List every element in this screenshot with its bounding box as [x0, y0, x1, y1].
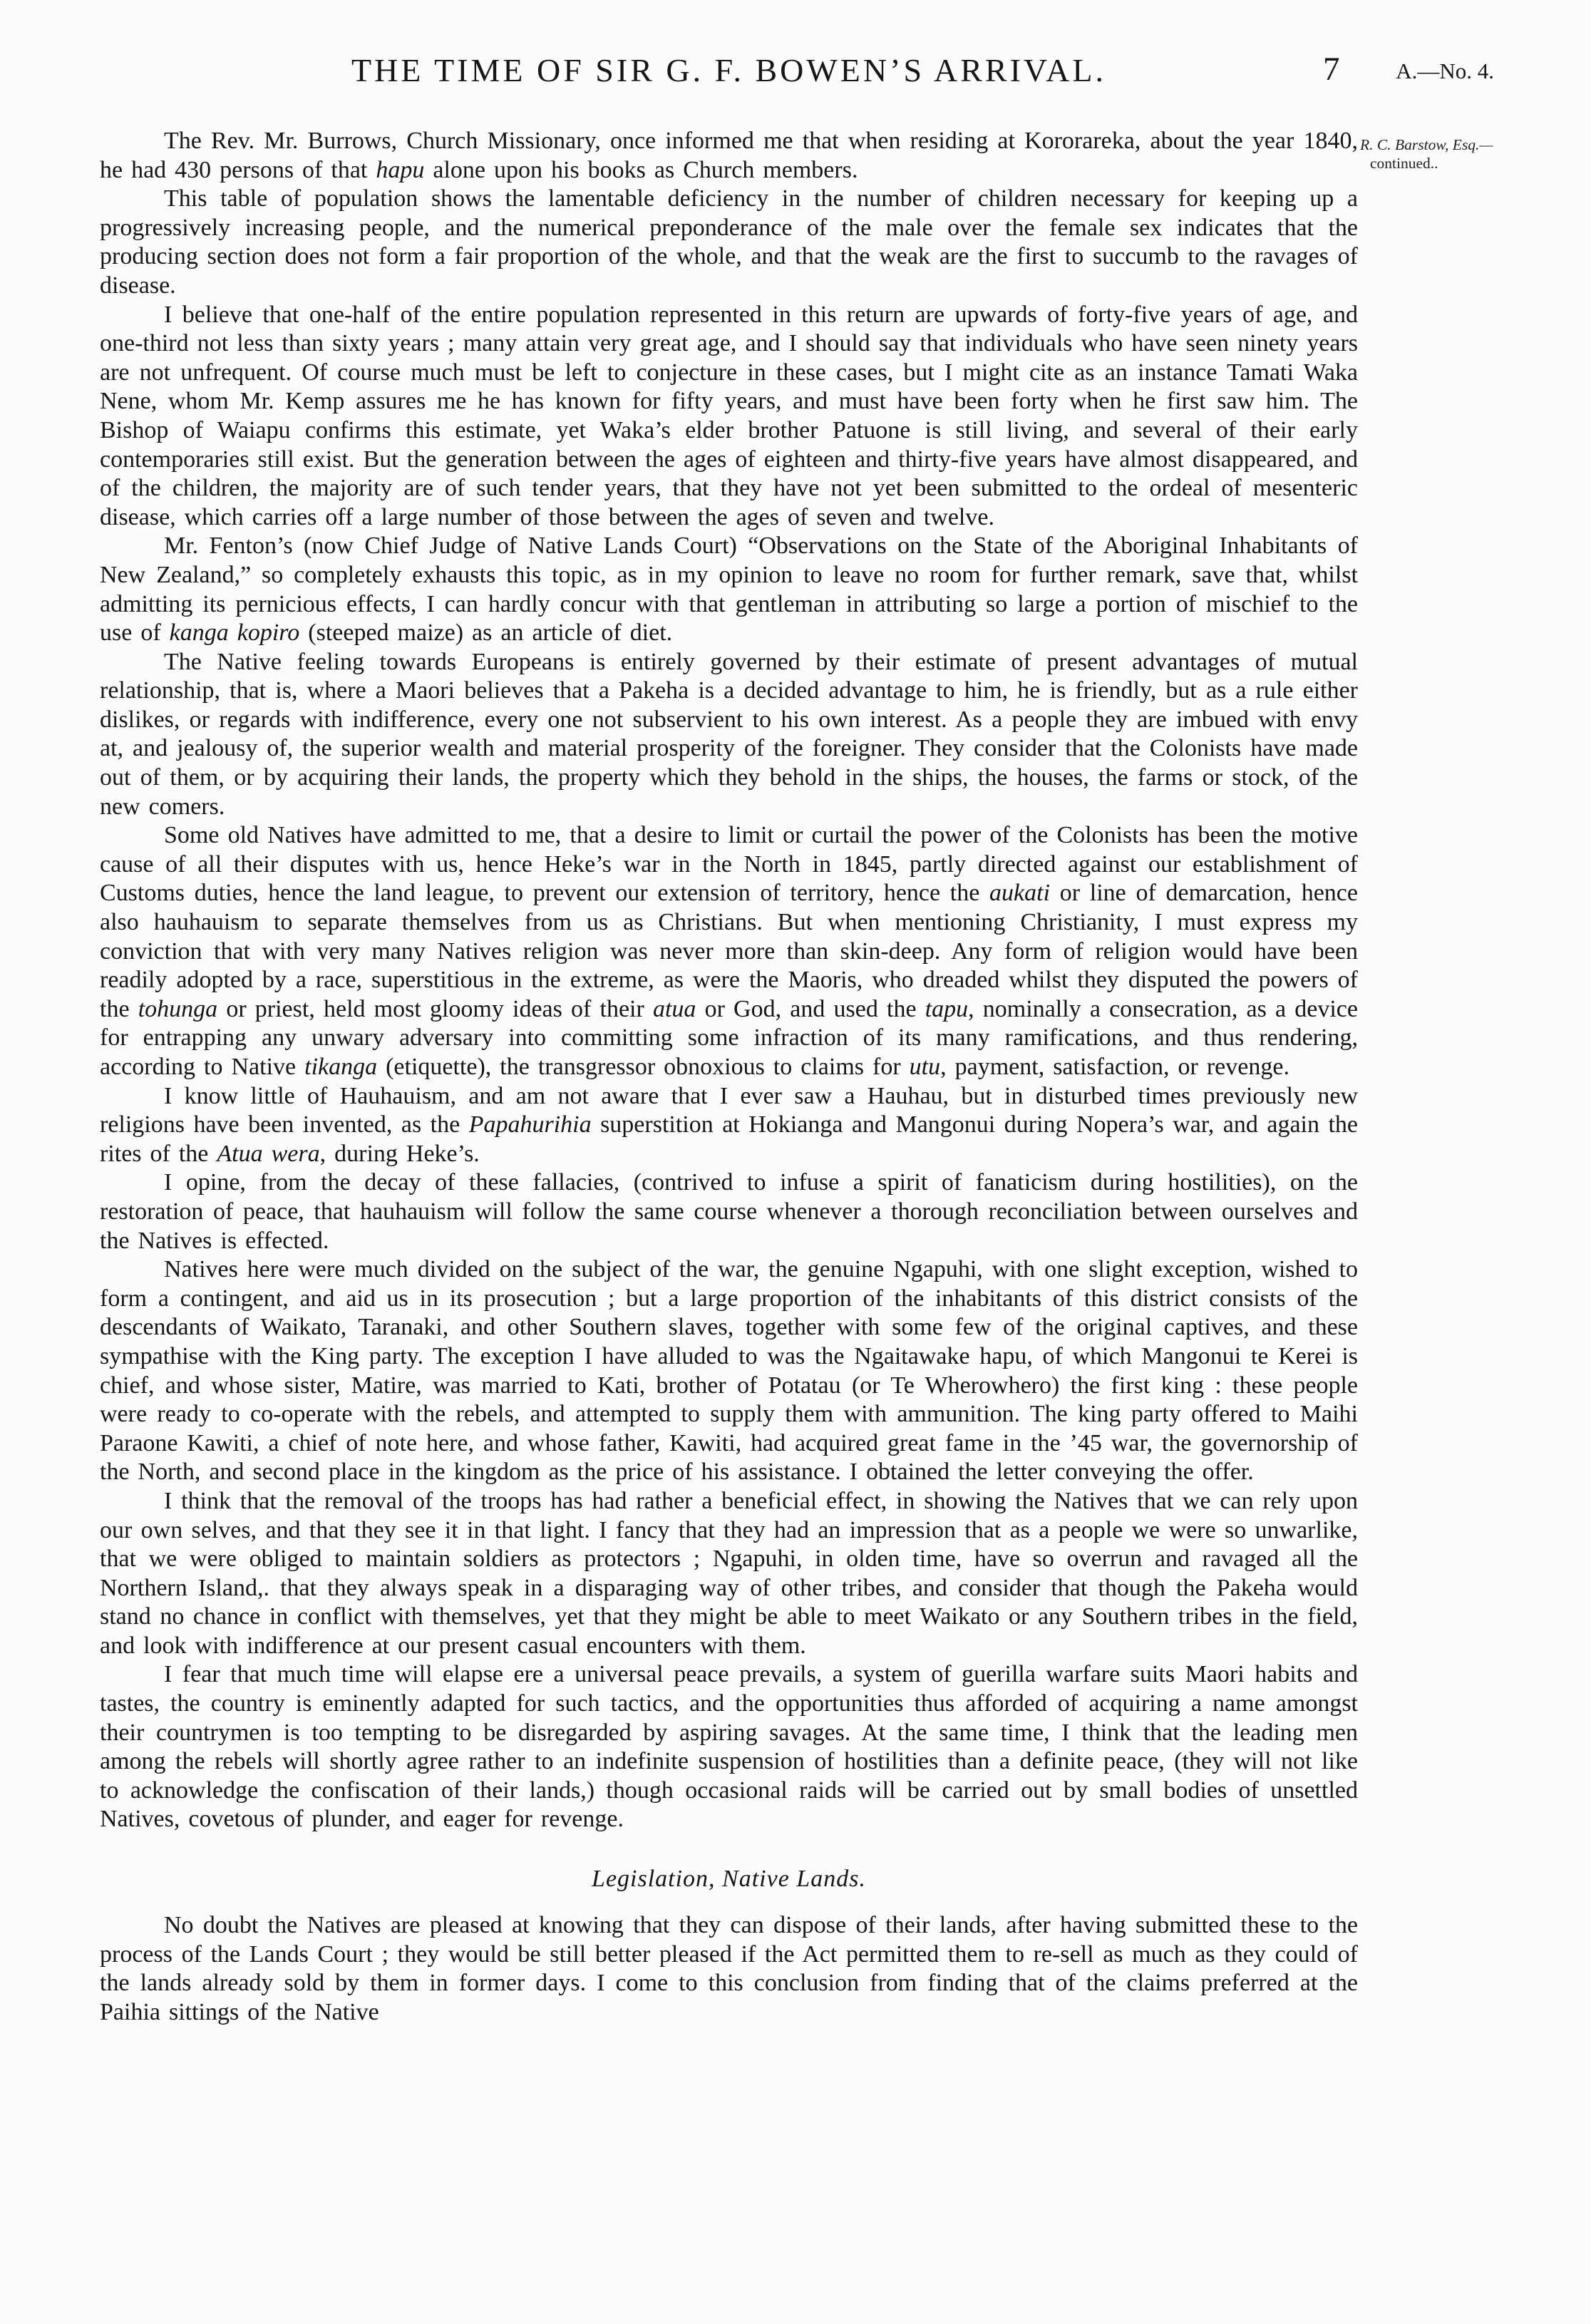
- paragraph: [100, 1082, 1358, 1169]
- italic-term: utu: [909, 1054, 941, 1080]
- text-run: I think that the removal of the troops has had rather a beneficial effect, in showing the Natives that we can rely upon our own selves, and that they see it in that light. I fancy that they had an impression that as a people we were so unwarlike, that we were obliged to maintain soldiers as protectors ; Ngapuhi, in olden time, have so overrun and ravaged all the Northern Island,. that they always speak in a disparaging way of other tribes, and consider that though the Pakeha would stand no chance in conflict with themselves, yet that they might be able to meet Waikato or any Southern tribes in the field, and look with indifference at our present casual encounters with them.: [100, 1487, 1358, 1659]
- doc-ref: A.—No. 4.: [1396, 58, 1494, 83]
- text-run: superstition at Hokianga and Mangonui during Nopera’s war, and again the rites of the: [100, 1111, 1359, 1167]
- margin-note-continued: continued..: [1370, 155, 1438, 172]
- page-number: 7: [1323, 51, 1340, 88]
- italic-term: Papahurihia: [468, 1111, 592, 1138]
- page-title: THE TIME OF SIR G. F. BOWEN’S ARRIVAL.: [351, 52, 1107, 88]
- paragraph: [100, 1168, 1358, 1255]
- text-run: or God, and used the: [696, 995, 925, 1022]
- paragraph: [100, 532, 1358, 647]
- text-run: or priest, held most gloomy ideas of their: [217, 995, 653, 1022]
- text-run: I believe that one-half of the entire population represented in this return are upwards of forty-five years of age, and one-third not less than sixty years ; many attain very great age, and I should say that individuals who have seen ninety years are not unfrequent. Of course much must be left to conjecture in these cases, but I might cite as an instance Tamati Waka Nene, whom Mr. Kemp assures me he has known for fifty years, and must have been forty when he first saw him. The Bishop of Waiapu confirms this estimate, yet Waka’s elder brother Patuone is still living, and several of their early contemporaries still exist. But the generation between the ages of eighteen and thirty-five years have almost disappeared, and of the children, the majority are of such tender years, that they have not yet been submitted to the ordeal of mesenteric disease, which carries off a large number of those between the ages of seven and twelve.: [100, 301, 1358, 530]
- text-run: I fear that much time will elapse ere a universal peace prevails, a system of guerilla warfare suits Maori habits and tastes, the country is eminently adapted for such tactics, and the opportunities thus afforded of acquiring a name amongst their countrymen is too tempting to be disregarded by aspiring savages. At the same time, I think that the leading men among the rebels will shortly agree rather to an indefinite suspension of hostilities than a definite peace, (they will not like to acknowledge the confiscation of their lands,) though occasional raids will be carried out by small bodies of unsettled Natives, covetous of plunder, and eager for revenge.: [100, 1661, 1358, 1833]
- paragraph: [100, 648, 1358, 822]
- italic-term: tapu: [925, 995, 969, 1022]
- italic-term: Atua wera: [217, 1140, 320, 1167]
- paragraph: [100, 1255, 1358, 1487]
- paragraph: [100, 301, 1358, 533]
- paragraph: [100, 1487, 1358, 1661]
- text-run: Natives here were much divided on the subject of the war, the genuine Ngapuhi, with one slight exception, wished to form a contingent, and aid us in its prosecution ; but a large proportion of the inhabitants of this district consists of the descendants of Waikato, Taranaki, and other Southern slaves, together with some few of the original captives, and these sympathise with the King party. The exception I have alluded to was the Ngaitawake hapu, of which Mangonui te Kerei is chief, and whose sister, Matire, was married to Kati, brother of Potatau (or Te Wherowhero) the first king : these people were ready to co-operate with the rebels, and attempted to supply them with ammunition. The king party offered to Maihi Paraone Kawiti, a chief of note here, and whose father, Kawiti, had acquired great fame in the ’45 war, the governorship of the North, and second place in the kingdom as the price of his assistance. I obtained the letter conveying the offer.: [100, 1256, 1358, 1486]
- text-run: , payment, satisfaction, or revenge.: [940, 1054, 1289, 1080]
- text-run: Some old Natives have admitted to me, that a desire to limit or curtail the power of the Colonists has been the motive cause of all their disputes with us, hence Heke’s war in the North in 1845, partly directed against our establishment of Customs duties, hence the land league, to prevent our extension of territory, hence the: [100, 822, 1358, 907]
- text-run: Mr. Fenton’s (now Chief Judge of Native Lands Court) “Observations on the State of the Aboriginal Inhabitants of New Zealand,” so completely exhausts this topic, as in my opinion to leave no room for further remark, save that, whilst admitting its pernicious effects, I can hardly concur with that gentleman in attributing so large a portion of mischief to the use of: [100, 533, 1358, 647]
- text-run: (etiquette), the transgressor obnoxious to claims for: [377, 1054, 910, 1080]
- text-run: The Rev. Mr. Burrows, Church Missionary, once informed me that when residing at Kororareka, about the year 1840, he had 430 persons of that: [100, 128, 1358, 183]
- paragraph: [100, 1911, 1358, 2027]
- italic-term: tohunga: [138, 995, 218, 1022]
- text-run: I know little of Hauhauism, and am not aware that I ever saw a Hauhau, but in disturbed times previously new religions have been invented, as the: [100, 1082, 1358, 1138]
- text-run: No doubt the Natives are pleased at knowing that they can dispose of their lands, after having submitted these to the process of the Lands Court ; they would be still better pleased if the Act permitted them to re-sell as much as they could of the lands already sold by them in former days. I come to this conclusion from finding that of the claims preferred at the Paihia sittings of the Native: [100, 1912, 1358, 2025]
- text-run: , during Heke’s.: [319, 1140, 480, 1167]
- italic-term: atua: [652, 995, 696, 1022]
- text-run: (steeped maize) as an article of diet.: [299, 619, 673, 647]
- body-text: [100, 127, 1358, 2027]
- text-run: or line of demarcation, hence also hauhauism to separate themselves from us as Christians. But when mentioning Christianity, I must express my conviction that with very many Natives religion was never more than skin-deep. Any form of religion would have been readily adopted by a race, superstitious in the extreme, as were the Maoris, who dreaded whilst they disputed the powers of the: [100, 880, 1358, 1022]
- margin-note-name: R. C. Barstow, Esq.—: [1360, 136, 1493, 153]
- text-run: alone upon his books as Church members.: [424, 156, 858, 183]
- paragraph: [100, 185, 1358, 300]
- margin-note: [1360, 135, 1503, 173]
- paragraph: [100, 1660, 1358, 1834]
- text-run: , nominally a consecration, as a device for entrapping any unwary adversary into committing some infraction of its many ramifications, and thus rendering, according to Native: [100, 995, 1358, 1080]
- section-heading: Legislation, Native Lands.: [592, 1866, 866, 1893]
- text-run: I opine, from the decay of these fallacies, (contrived to infuse a spirit of fanaticism during hostilities), on the restoration of peace, that hauhauism will follow the same course whenever a thorough reconciliation between ourselves and the Natives is effected.: [100, 1169, 1358, 1254]
- italic-term: aukati: [989, 880, 1051, 907]
- italic-term: kanga kopiro: [169, 619, 300, 647]
- text-run: This table of population shows the lamentable deficiency in the number of children necessary for keeping up a progressively increasing people, and the numerical preponderance of the male over the female sex indicates that the producing section does not form a fair proportion of the whole, and that the weak are the first to succumb to the ravages of disease.: [100, 185, 1358, 299]
- paragraph: [100, 127, 1358, 185]
- italic-term: hapu: [376, 156, 425, 183]
- running-head: [0, 0, 1591, 107]
- paragraph: [100, 821, 1358, 1081]
- italic-term: tikanga: [304, 1054, 378, 1080]
- text-run: The Native feeling towards Europeans is entirely governed by their estimate of present advantages of mutual relationship, that is, where a Maori believes that a Pakeha is a decided advantage to him, he is friendly, but as a rule either dislikes, or regards with indifference, every one not subservient to his own interest. As a people they are imbued with envy at, and jealousy of, the superior wealth and material prosperity of the foreigner. They consider that the Colonists have made out of them, or by acquiring their lands, the property which they behold in the ships, the houses, the farms or stock, of the new comers.: [100, 648, 1358, 820]
